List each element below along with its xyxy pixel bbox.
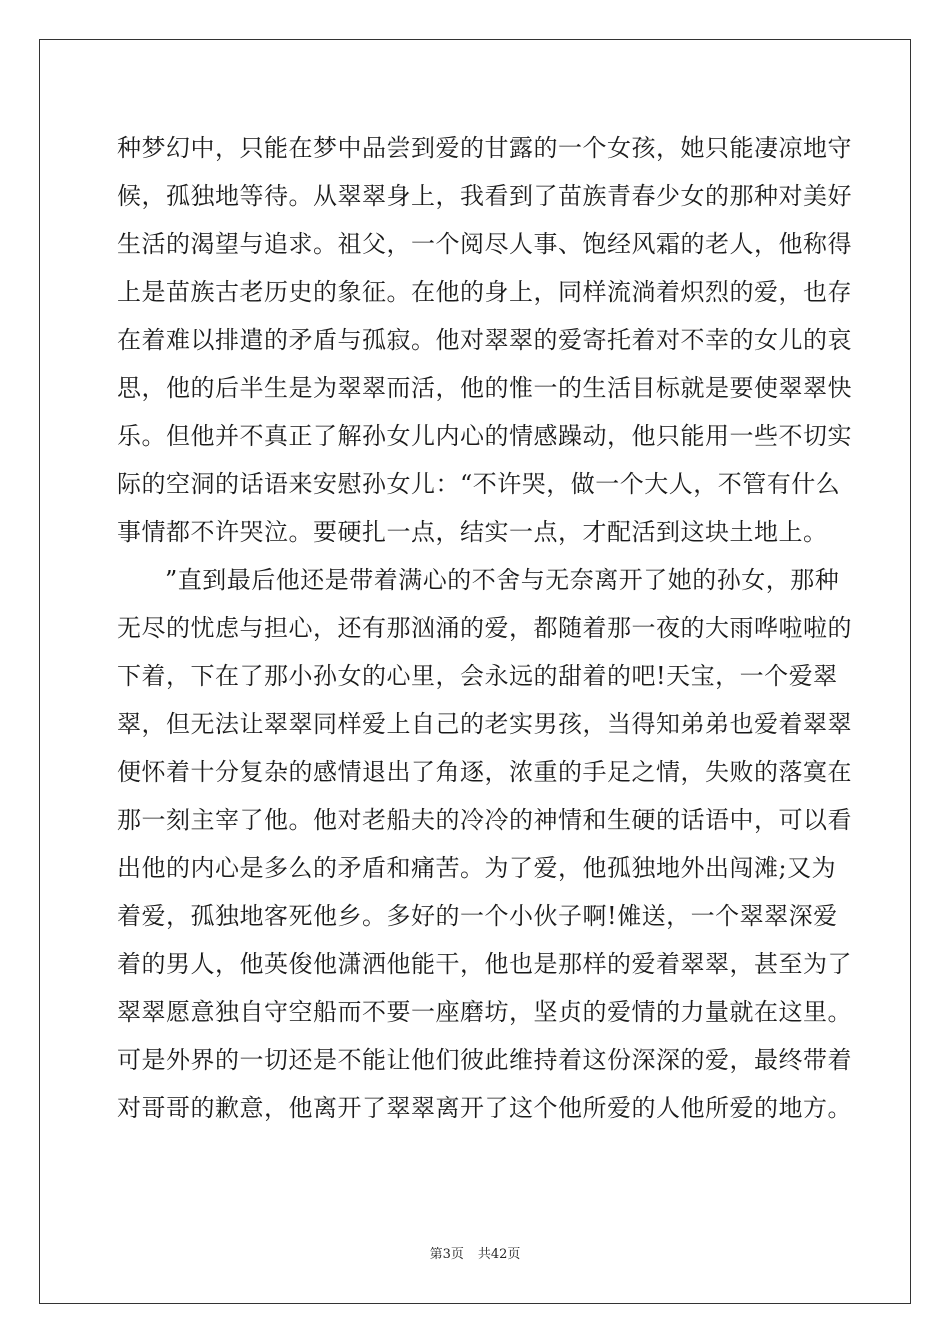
text-line: 思，他的后半生是为翠翠而活，他的惟一的生活目标就是要使翠翠快 [117,374,852,402]
text-line: 生活的渴望与追求。祖父，一个阅尽人事、饱经风霜的老人，他称得 [117,230,852,258]
text-line: 那一刻主宰了他。他对老船夫的冷冷的神情和生硬的话语中，可以看 [117,806,852,834]
paragraph-start-line: ”直到最后他还是带着满心的不舍与无奈离开了她的孙女，那种 [165,566,840,594]
page-total: 共42页 [477,1247,521,1262]
text-line: 翠翠愿意独自守空船而不要一座磨坊，坚贞的爱情的力量就在这里。 [117,998,852,1026]
text-line: 种梦幻中，只能在梦中品尝到爱的甘露的一个女孩，她只能凄凉地守 [117,134,852,162]
text-line: 上是苗族古老历史的象征。在他的身上，同样流淌着炽烈的爱，也存 [117,278,852,306]
text-line: 翠，但无法让翠翠同样爱上自己的老实男孩，当得知弟弟也爱着翠翠 [117,710,852,738]
page-number: 第3页 [429,1247,464,1262]
text-line: 出他的内心是多么的矛盾和痛苦。为了爱，他孤独地外出闯滩;又为 [117,854,837,882]
text-line: 着爱，孤独地客死他乡。多好的一个小伙子啊!傩送，一个翠翠深爱 [117,902,838,930]
text-line: 乐。但他并不真正了解孙女儿内心的情感躁动，他只能用一些不切实 [117,422,852,450]
text-line: 际的空洞的话语来安慰孙女儿：“不许哭，做一个大人，不管有什么 [117,470,841,498]
text-line: 着的男人，他英俊他潇洒他能干，他也是那样的爱着翠翠，甚至为了 [117,950,852,978]
text-line: 事情都不许哭泣。要硬扎一点，结实一点，才配活到这块土地上。 [117,518,828,546]
text-line: 便怀着十分复杂的感情退出了角逐，浓重的手足之情，失败的落寞在 [117,758,852,786]
text-line: 候，孤独地等待。从翠翠身上，我看到了苗族青春少女的那种对美好 [117,182,852,210]
page-footer [0,1246,950,1264]
text-line: 无尽的忧虑与担心，还有那汹涌的爱，都随着那一夜的大雨哗啦啦的 [117,614,852,642]
body-text [117,124,852,1132]
text-line: 可是外界的一切还是不能让他们彼此维持着这份深深的爱，最终带着 [117,1046,852,1074]
text-line: 对哥哥的歉意，他离开了翠翠离开了这个他所爱的人他所爱的地方。 [117,1094,852,1122]
text-line: 在着难以排遣的矛盾与孤寂。他对翠翠的爱寄托着对不幸的女儿的哀 [117,326,852,354]
text-line: 下着，下在了那小孙女的心里，会永远的甜着的吧!天宝，一个爱翠 [117,662,838,690]
